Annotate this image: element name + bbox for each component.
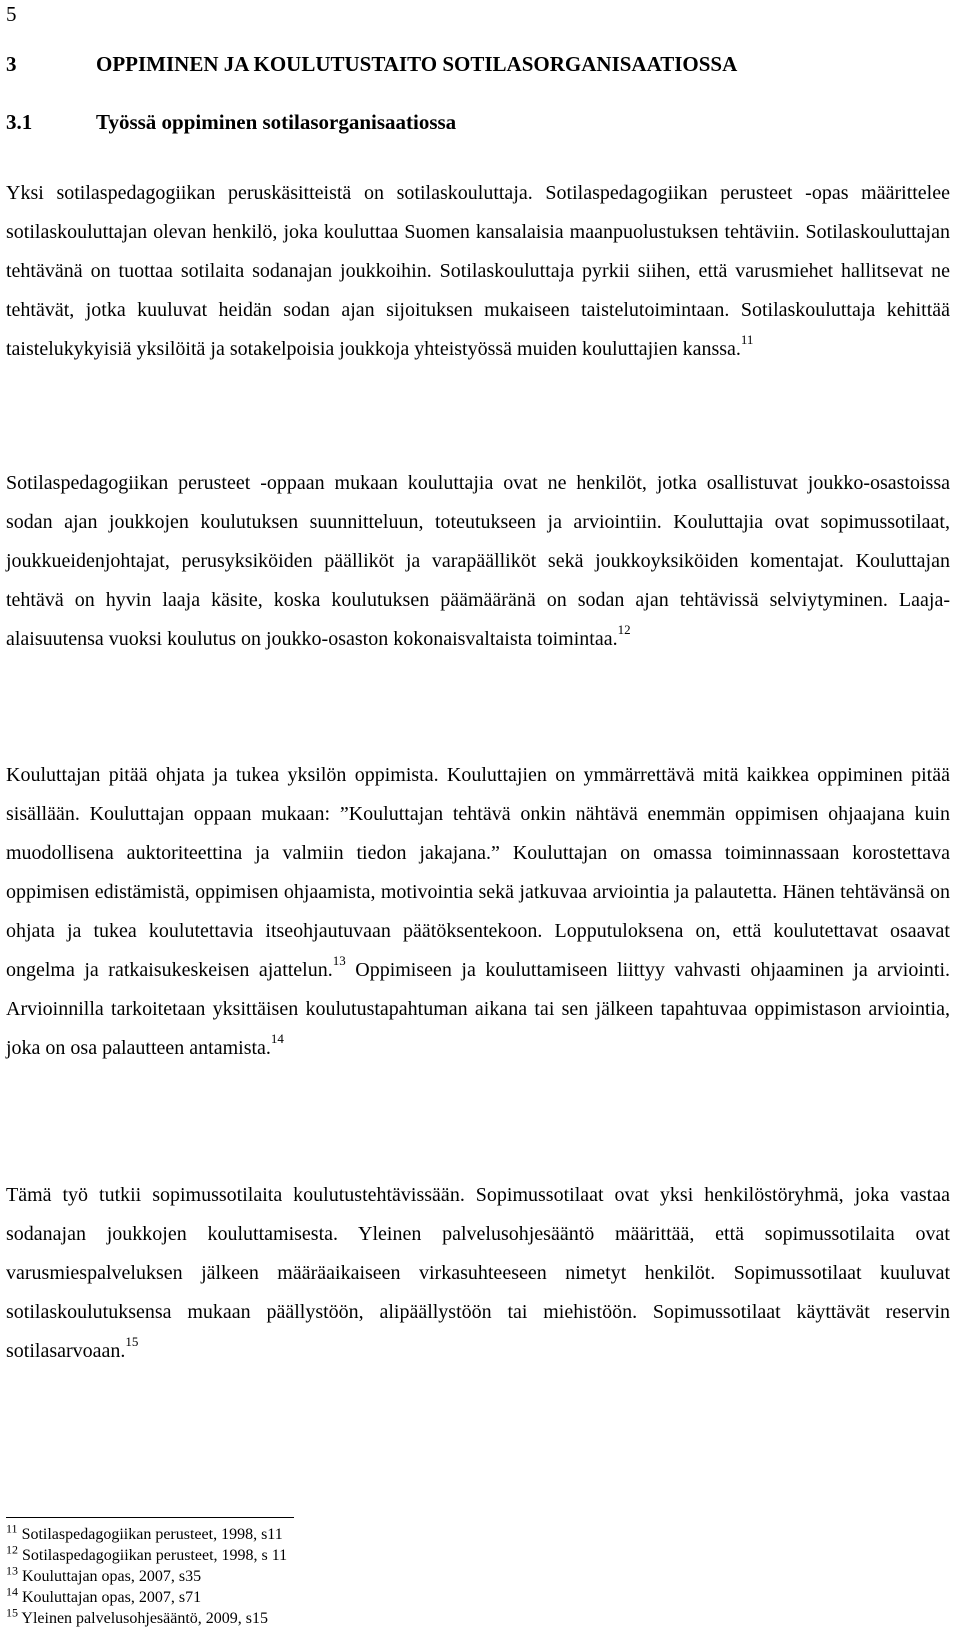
- chapter-number: 3: [6, 52, 17, 76]
- paragraph-4: [6, 1176, 950, 1371]
- paragraph-2: [6, 464, 950, 659]
- footnote-text: Kouluttajan opas, 2007, s71: [22, 1589, 202, 1606]
- footnote-ref: 15: [125, 1334, 139, 1350]
- paragraph-text: Kouluttajan pitää ohjata ja tukea yksilön oppimista. Kouluttajien on ymmärrettävä mitä kaikkea oppiminen pitää sisällään. Kouluttajan oppaan mukaan: ”Kouluttajan tehtävä onkin nähtävä enemmän oppimisen ohjaajana kuin muodollisena auktoriteettina ja valmiin tiedon jakajana.” Kouluttajan on omassa toiminnassaan korostettava oppimisen edistämistä, oppimisen ohjaamista, motivointia sekä jatkuvaa arviointia ja palautetta. Hänen tehtävänsä on ohjata ja tukea koulutettavia itseohjautuvaan päätöksentekoon. Lopputuloksena on, että koulutettavat osaavat ongelma ja ratkaisukeskeisen ajattelun.: [6, 764, 950, 981]
- footnote-ref: 13: [332, 953, 346, 969]
- footnote-number: 15: [6, 1605, 18, 1620]
- page-number: 5: [6, 2, 17, 26]
- section-title: Työssä oppiminen sotilasorganisaatiossa: [96, 110, 457, 134]
- footnote-ref: 12: [617, 622, 631, 638]
- chapter-title: OPPIMINEN JA KOULUTUSTAITO SOTILASORGANISAATIOSSA: [96, 52, 738, 76]
- footnote-divider: [6, 1517, 294, 1518]
- footnote-number: 12: [6, 1542, 18, 1557]
- paragraph-text: Sotilaspedagogiikan perusteet -oppaan mukaan kouluttajia ovat ne henkilöt, jotka osallistuvat joukko-osastoissa sodan ajan joukkojen koulutuksen suunnitteluun, toteutukseen ja arviointiin. Kouluttajia ovat sopimussotilaat, joukkueidenjohtajat, perusyksiköiden päälliköt ja varapäälliköt sekä joukkoyksiköiden komentajat. Kouluttajan tehtävä on hyvin laaja käsite, koska koulutuksen päämääränä on sodan ajan tehtävissä selviytyminen. Laaja-alaisuutensa vuoksi koulutus on joukko-osaston kokonaisvaltaista toimintaa.: [6, 472, 950, 650]
- footnote: [6, 1605, 287, 1629]
- section-number: 3.1: [6, 110, 33, 134]
- footnote-text: Yleinen palvelusohjesääntö, 2009, s15: [21, 1610, 269, 1627]
- footnote: [6, 1542, 288, 1566]
- paragraph-1: [6, 174, 950, 369]
- footnote-text: Sotilaspedagogiikan perusteet, 1998, s11: [21, 1526, 283, 1543]
- footnote-text: Kouluttajan opas, 2007, s35: [22, 1568, 202, 1585]
- footnote-number: 13: [6, 1563, 18, 1578]
- footnote-text: Sotilaspedagogiikan perusteet, 1998, s 11: [22, 1547, 288, 1564]
- footnote: [6, 1521, 287, 1545]
- footnotes: [6, 1521, 288, 1629]
- chapter-heading: [6, 52, 737, 77]
- footnote-number: 14: [6, 1584, 18, 1599]
- paragraph-3: [6, 756, 950, 1068]
- footnote: [6, 1584, 287, 1608]
- footnote-ref: 11: [740, 332, 754, 348]
- footnote-ref: 14: [270, 1031, 284, 1047]
- paragraph-text: Yksi sotilaspedagogiikan peruskäsitteistä on sotilaskouluttaja. Sotilaspedagogiikan perusteet -opas määrittelee sotilaskouluttajan olevan henkilö, joka kouluttaa Suomen kansalaisia maanpuolustuksen tehtäviin. Sotilaskouluttajan tehtävänä on tuottaa sotilaita sodanajan joukkoihin. Sotilaskouluttaja pyrkii siihen, että varusmiehet hallitsevat ne tehtävät, jotka kuuluvat heidän sodan ajan sijoituksen mukaiseen taistelutoimintaan. Sotilaskouluttaja kehittää taistelukykyisiä yksilöitä ja sotakelpoisia joukkoja yhteistyössä muiden kouluttajien kanssa.: [6, 182, 950, 360]
- paragraph-text: Tämä työ tutkii sopimussotilaita koulutustehtävissään. Sopimussotilaat ovat yksi henkilöstöryhmä, joka vastaa sodanajan joukkojen kouluttamisesta. Yleinen palvelusohjesääntö määrittää, että sopimussotilaita ovat varusmiespalveluksen jälkeen määräaikaiseen virkasuhteeseen nimetyt henkilöt. Sopimussotilaat kuuluvat sotilaskoulutuksensa mukaan päällystöön, alipäällystöön tai miehistöön. Sopimussotilaat käyttävät reservin sotilasarvoaan.: [6, 1184, 950, 1362]
- footnote-number: 11: [6, 1521, 18, 1536]
- paragraph-text: Oppimiseen ja kouluttamiseen liittyy vahvasti ohjaaminen ja arviointi. Arvioinnilla tarkoitetaan yksittäisen koulutustapahtuman aikana tai sen jälkeen tapahtuvaa oppimistason arviointia, joka on osa palautteen antamista.: [6, 959, 950, 1059]
- section-heading: [6, 110, 456, 135]
- footnote: [6, 1563, 287, 1587]
